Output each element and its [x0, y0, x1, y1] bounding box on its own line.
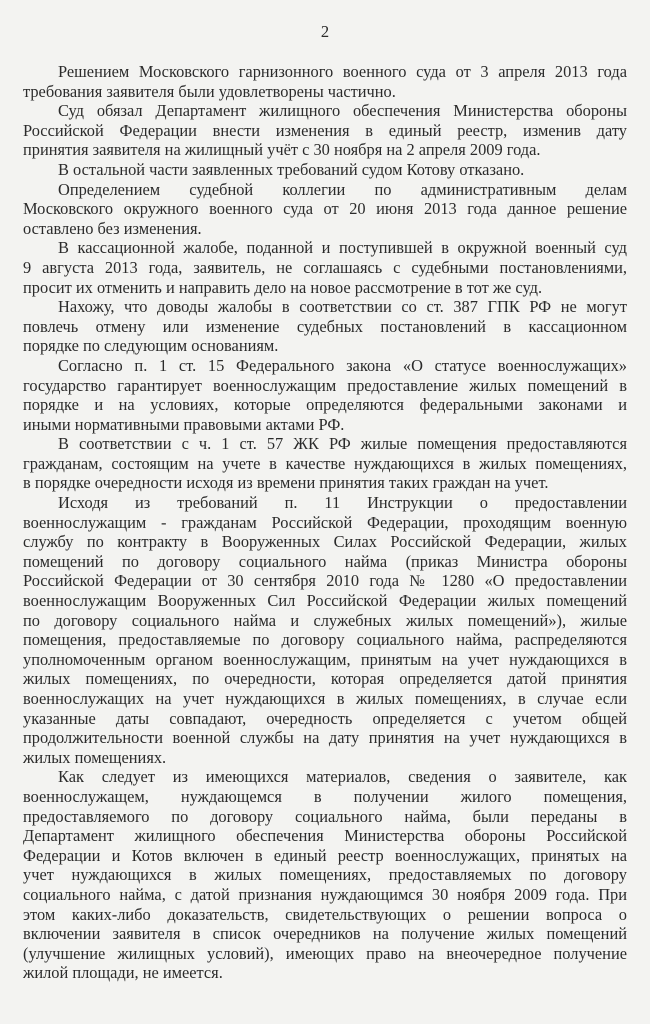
paragraph: [23, 62, 627, 101]
text-line: В кассационной жалобе, поданной и поступившей в окружной военный суд: [58, 238, 627, 258]
text-line: Российской Федерации от 30 сентября 2010 года № 1280 «О предоставлении: [23, 571, 627, 591]
text-line: в порядке очередности исходя из времени принятия таких граждан на учет.: [23, 473, 549, 493]
text-line: Федерации и Котов включен в единый реестр военнослужащих, принятых на: [23, 845, 627, 865]
text-line: жилых помещениях.: [23, 747, 167, 767]
text-line: социального найма, с датой признания нуждающимся 30 ноября 2009 года. При: [23, 884, 627, 904]
text-line: Департамент жилищного обеспечения Министерства обороны Российской: [23, 826, 627, 846]
text-line: гражданам, состоящим на учете в качестве нуждающихся в жилых помещениях,: [23, 453, 627, 473]
text-line: принятия заявителя на жилищный учёт с 30 ноября на 2 апреля 2009 года.: [23, 140, 541, 160]
text-line: военнослужащим - гражданам Российской Федерации, проходящим военную: [23, 512, 627, 532]
text-line: указанные даты совпадают, очередность определяется с учетом общей: [23, 708, 627, 728]
text-line: предоставляемого по договору социального найма, были переданы в: [23, 806, 627, 826]
text-line: военнослужащем, нуждающемся в получении жилого помещения,: [23, 786, 627, 806]
text-line: (улучшение жилищных условий), имеющих право на внеочередное получение: [23, 943, 627, 963]
text-line: Суд обязал Департамент жилищного обеспечения Министерства обороны: [58, 101, 627, 121]
text-line: уполномоченным органом военнослужащим, принятым на учет нуждающихся в: [23, 649, 627, 669]
text-line: государство гарантирует военнослужащим предоставление жилых помещений в: [23, 375, 627, 395]
text-line: службу по контракту в Вооруженных Силах Российской Федерации, жилых: [23, 532, 627, 552]
text-line: Согласно п. 1 ст. 15 Федерального закона «О статусе военнослужащих»: [58, 355, 627, 375]
text-line: по договору социального найма и служебных жилых помещений»), жилые: [23, 610, 627, 630]
paragraph: [23, 101, 627, 160]
text-line: включении заявителя в список очередников на получение жилых помещений: [23, 924, 627, 944]
paragraph: [23, 160, 627, 180]
paragraph: [23, 297, 627, 356]
text-line: В соответствии с ч. 1 ст. 57 ЖК РФ жилые помещения предоставляются: [58, 434, 627, 454]
text-line: В остальной части заявленных требований судом Котову отказано.: [58, 159, 525, 179]
paragraph: [23, 493, 627, 767]
text-line: помещений по договору социального найма (приказ Министра обороны: [23, 551, 627, 571]
text-line: требования заявителя были удовлетворены частично.: [23, 81, 396, 101]
text-line: учет нуждающихся в жилых помещениях, предоставляемых по договору: [23, 865, 627, 885]
text-line: Нахожу, что доводы жалобы в соответствии со ст. 387 ГПК РФ не могут: [58, 297, 627, 317]
text-line: военнослужащим Вооруженных Сил Российской Федерации жилых помещений: [23, 591, 627, 611]
paragraph: [23, 238, 627, 297]
text-line: Российской Федерации внести изменения в единый реестр, изменив дату: [23, 120, 627, 140]
text-line: помещения, предоставляемые по договору социального найма, распределяются: [23, 630, 627, 650]
text-line: 9 августа 2013 года, заявитель, не соглашаясь с судебными постановлениями,: [23, 257, 627, 277]
text-line: просит их отменить и направить дело на новое рассмотрение в тот же суд.: [23, 277, 543, 297]
text-line: жилой площади, не имеется.: [23, 963, 223, 983]
text-line: военнослужащих на учет нуждающихся в жилых помещениях, в случае если: [23, 689, 627, 708]
text-line: Решением Московского гарнизонного военного суда от 3 апреля 2013 года: [58, 62, 627, 81]
document-body: [23, 62, 627, 983]
paragraph: [23, 434, 627, 493]
text-line: жилых помещениях, по очередности, которая определяется датой принятия: [23, 669, 627, 689]
text-line: Исходя из требований п. 11 Инструкции о предоставлении: [58, 493, 627, 513]
page-number: 2: [320, 22, 330, 41]
text-line: Московского окружного военного суда от 20 июня 2013 года данное решение: [23, 199, 627, 219]
text-line: Определением судебной коллегии по административным делам: [58, 179, 627, 199]
paragraph: [23, 356, 627, 434]
text-line: повлечь отмену или изменение судебных постановлений в кассационном: [23, 316, 627, 336]
text-line: иными нормативными правовыми актами РФ.: [23, 414, 345, 434]
text-line: оставлено без изменения.: [23, 218, 202, 238]
text-line: этом каких-либо доказательств, свидетельствующих о решении вопроса о: [23, 904, 627, 924]
text-line: Как следует из имеющихся материалов, сведения о заявителе, как: [58, 767, 627, 787]
paragraph: [23, 180, 627, 239]
paragraph: [23, 767, 627, 983]
text-line: продолжительности военной службы на дату принятия на учет нуждающихся в: [23, 728, 627, 748]
text-line: порядке и на условиях, которые определяются федеральными законами и: [23, 395, 627, 415]
text-line: порядке по следующим основаниям.: [23, 336, 279, 356]
